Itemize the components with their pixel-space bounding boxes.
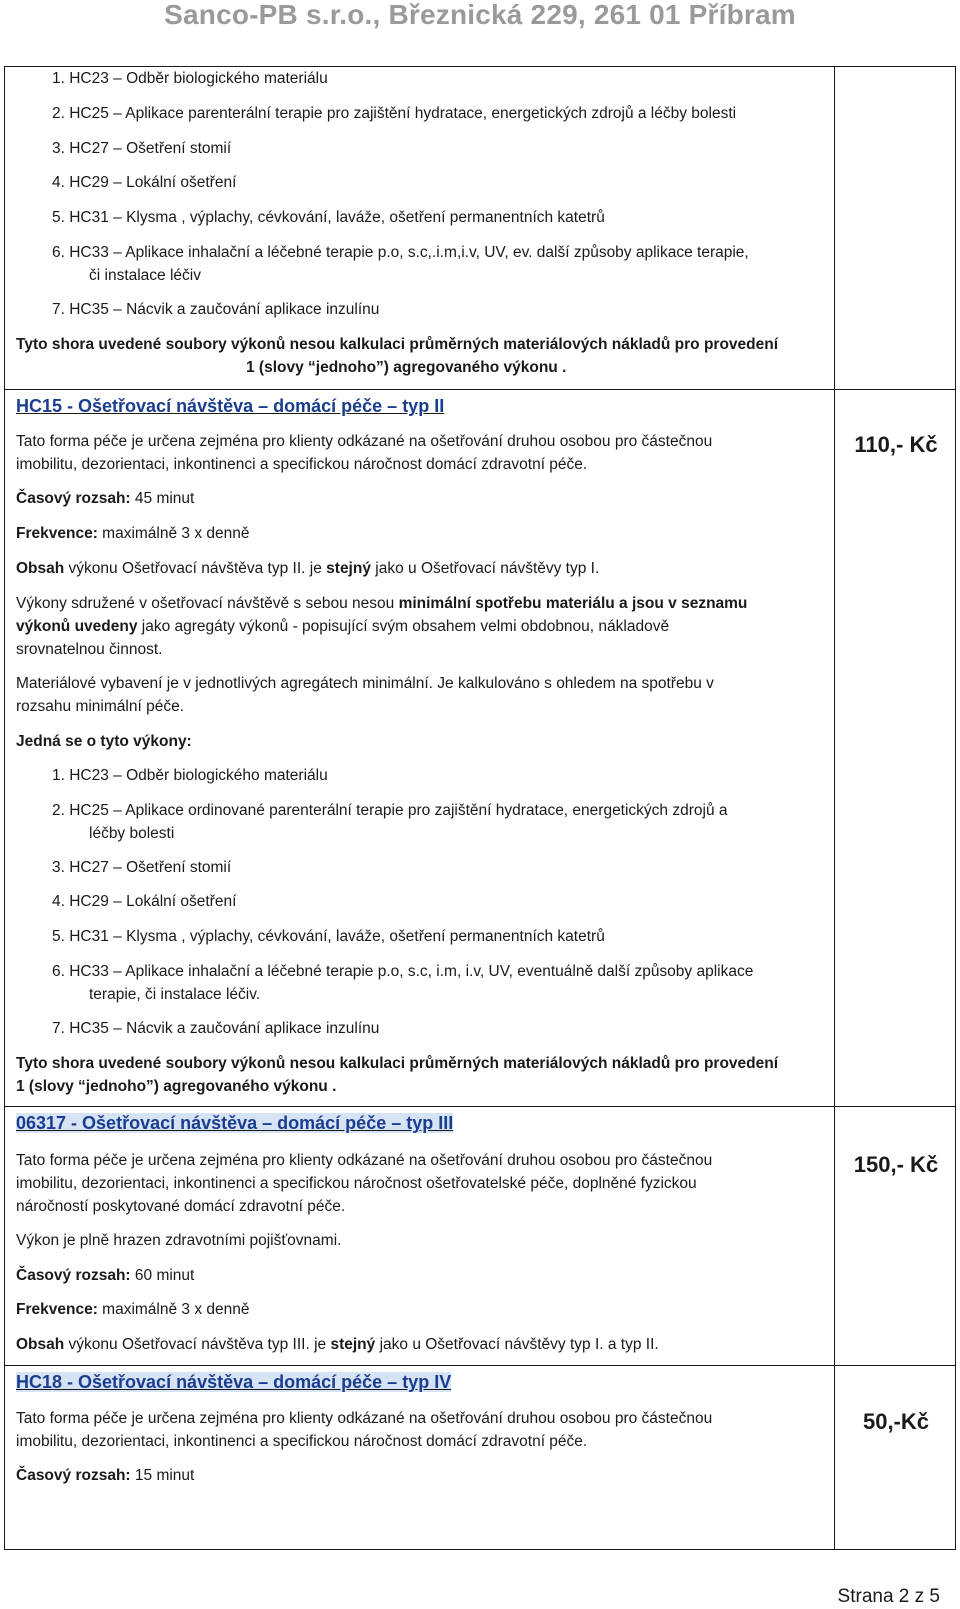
aggregate-text: srovnatelnou činnost. bbox=[16, 641, 163, 658]
aggregate-text-bold: výkonů uvedeny bbox=[16, 618, 138, 635]
price-value: 110,- Kč bbox=[854, 432, 938, 457]
time-range-value: 15 minut bbox=[134, 1467, 195, 1484]
list-title: Jedná se o tyto výkony: bbox=[16, 733, 192, 750]
material-text: Materiálové vybavení je v jednotlivých agregátech minimální. Je kalkulováno s ohledem na spotřebu v bbox=[16, 675, 714, 692]
aggregate-text-bold: minimální spotřebu materiálu a jsou v seznamu bbox=[398, 595, 748, 612]
summary-text: 1 (slovy “jednoho”) agregovaného výkonu . bbox=[246, 359, 567, 376]
section-heading bbox=[16, 1369, 451, 1395]
content-mid: výkonu Ošetřovací návštěva typ III. je bbox=[68, 1336, 327, 1353]
list-item: 3. HC27 – Ošetření stomií bbox=[52, 140, 232, 157]
list-item: 3. HC27 – Ošetření stomií bbox=[52, 859, 232, 876]
frequency bbox=[16, 522, 250, 545]
list-item: 4. HC29 – Lokální ošetření bbox=[52, 893, 237, 910]
description-text: imobilitu, dezorientaci, inkontinenci a specifickou náročnost domácí zdravotní péče. bbox=[16, 456, 588, 473]
page-number: Strana 2 z 5 bbox=[837, 1586, 940, 1607]
list-item: 7. HC35 – Nácvik a zaučování aplikace inzulínu bbox=[52, 301, 380, 318]
section-heading bbox=[16, 1110, 453, 1136]
content-mid: výkonu Ošetřovací návštěva typ II. je bbox=[68, 560, 322, 577]
content-bold: stejný bbox=[330, 1336, 376, 1353]
list-item: 1. HC23 – Odběr biologického materiálu bbox=[52, 70, 328, 87]
summary-text: Tyto shora uvedené soubory výkonů nesou kalkulaci průměrných materiálových nákladů pro provedení bbox=[16, 1055, 779, 1072]
list-item: 1. HC23 – Odběr biologického materiálu bbox=[52, 767, 328, 784]
list-item: 5. HC31 – Klysma , výplachy, cévkování, laváže, ošetření permanentních katetrů bbox=[52, 209, 605, 226]
frequency-label: Frekvence: bbox=[16, 1301, 98, 1318]
material-text: rozsahu minimální péče. bbox=[16, 698, 184, 715]
list-item: 5. HC31 – Klysma , výplachy, cévkování, laváže, ošetření permanentních katetrů bbox=[52, 928, 605, 945]
time-range bbox=[16, 1264, 194, 1287]
summary-text: Tyto shora uvedené soubory výkonů nesou kalkulaci průměrných materiálových nákladů pro provedení bbox=[16, 336, 779, 353]
list-item-continuation: léčby bolesti bbox=[89, 825, 175, 842]
frequency-label: Frekvence: bbox=[16, 525, 98, 542]
description-text: Tato forma péče je určena zejména pro klienty odkázané na ošetřování druhou osobou pro částečnou bbox=[16, 433, 713, 450]
page-header: Sanco-PB s.r.o., Březnická 229, 261 01 Příbram bbox=[164, 0, 796, 30]
frequency-value: maximálně 3 x denně bbox=[102, 1301, 250, 1318]
time-range bbox=[16, 487, 194, 510]
list-item: 6. HC33 – Aplikace inhalační a léčebné terapie p.o, s.c, i.m, i.v, UV, eventuálně další způsoby aplikace bbox=[52, 963, 754, 980]
price-value: 150,- Kč bbox=[853, 1152, 939, 1177]
content-label: Obsah bbox=[16, 560, 65, 577]
row-divider bbox=[4, 1365, 956, 1366]
aggregate-text bbox=[16, 592, 747, 615]
time-range-value: 60 minut bbox=[134, 1267, 195, 1284]
description-text: imobilitu, dezorientaci, inkontinenci a specifickou náročnost domácí zdravotní péče. bbox=[16, 1433, 588, 1450]
description-text: imobilitu, dezorientaci, inkontinenci a specifickou náročnost ošetřovatelské péče, doplněné fyzickou bbox=[16, 1175, 697, 1192]
section-heading-text: 06317 - Ošetřovací návštěva – domácí péče – typ III bbox=[16, 1113, 454, 1133]
content-label: Obsah bbox=[16, 1336, 65, 1353]
list-item: 4. HC29 – Lokální ošetření bbox=[52, 174, 237, 191]
content-bold: stejný bbox=[326, 560, 371, 577]
description-text: Tato forma péče je určena zejména pro klienty odkázané na ošetřování druhou osobou pro částečnou bbox=[16, 1410, 713, 1427]
section-heading: HC15 - Ošetřovací návštěva – domácí péče – typ II bbox=[16, 396, 445, 416]
content-end: jako u Ošetřovací návštěvy typ I. bbox=[375, 560, 600, 577]
aggregate-text-part: jako agregáty výkonů - popisující svým obsahem velmi obdobnou, nákladově bbox=[141, 618, 670, 635]
time-range-label: Časový rozsah: bbox=[16, 1267, 131, 1284]
insurance-note: Výkon je plně hrazen zdravotními pojišťovnami. bbox=[16, 1232, 342, 1249]
time-range bbox=[16, 1464, 194, 1487]
description-text: náročností poskytované domácí zdravotní péče. bbox=[16, 1198, 346, 1215]
time-range-value: 45 minut bbox=[134, 490, 195, 507]
time-range-label: Časový rozsah: bbox=[16, 490, 131, 507]
list-item-continuation: terapie, či instalace léčiv. bbox=[89, 986, 261, 1003]
content-text bbox=[16, 557, 599, 580]
content-text bbox=[16, 1333, 659, 1356]
row-divider bbox=[4, 389, 956, 390]
content-end: jako u Ošetřovací návštěvy typ I. a typ II. bbox=[379, 1336, 659, 1353]
list-item: 2. HC25 – Aplikace ordinované parenterální terapie pro zajištění hydratace, energetických zdrojů a bbox=[52, 802, 728, 819]
list-item-continuation: či instalace léčiv bbox=[89, 267, 201, 284]
price-value: 50,-Kč bbox=[862, 1409, 930, 1434]
frequency-value: maximálně 3 x denně bbox=[102, 525, 250, 542]
row-divider bbox=[4, 1106, 956, 1107]
list-item: 2. HC25 – Aplikace parenterální terapie pro zajištění hydratace, energetických zdrojů a léčby bolesti bbox=[52, 105, 737, 122]
price-column-divider bbox=[834, 66, 835, 1550]
aggregate-text bbox=[16, 615, 669, 638]
time-range-label: Časový rozsah: bbox=[16, 1467, 131, 1484]
list-item: 6. HC33 – Aplikace inhalační a léčebné terapie p.o, s.c,.i.m,i.v, UV, ev. další způsoby aplikace terapie, bbox=[52, 244, 749, 261]
summary-text: 1 (slovy “jednoho”) agregovaného výkonu . bbox=[16, 1078, 337, 1095]
frequency bbox=[16, 1298, 250, 1321]
aggregate-text-part: Výkony sdružené v ošetřovací návštěvě s sebou nesou bbox=[16, 595, 395, 612]
section-heading-text: HC18 - Ošetřovací návštěva – domácí péče – typ IV bbox=[16, 1372, 452, 1392]
description-text: Tato forma péče je určena zejména pro klienty odkázané na ošetřování druhou osobou pro částečnou bbox=[16, 1152, 713, 1169]
list-item: 7. HC35 – Nácvik a zaučování aplikace inzulínu bbox=[52, 1020, 380, 1037]
